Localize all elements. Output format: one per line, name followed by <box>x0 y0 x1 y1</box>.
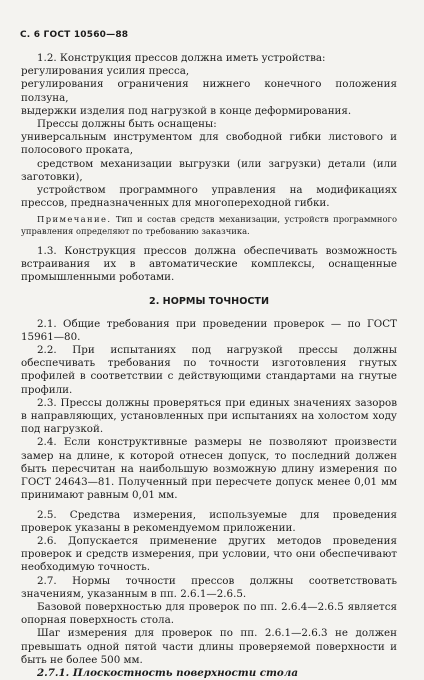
item-regulation-limit: регулирования ограничения нижнего конечного положения ползуна, <box>21 78 397 104</box>
clause-2-3: 2.3. Прессы должны проверяться при единых значениях зазоров в направляющих, установленных при испытаниях на холостом ходу под нагрузкой. <box>21 396 397 436</box>
base-surface: Базовой поверхностью для проверок по пп. 2.6.4—2.6.5 является опорная поверхность стола. <box>21 600 397 627</box>
clause-2-1: 2.1. Общие требования при проведении проверок — по ГОСТ 15961—80. <box>21 317 397 343</box>
clause-2-7-1: 2.7.1. Плоскостность поверхности стола <box>37 666 299 679</box>
clause-1-2: 1.2. Конструкция прессов должна иметь устройства: <box>37 52 326 64</box>
note-label: Примечание. <box>37 214 112 225</box>
note <box>21 214 397 236</box>
presses-equipped: Прессы должны быть оснащены: <box>37 118 217 131</box>
document-body <box>21 52 397 680</box>
clause-2-6: 2.6. Допускается применение других методов проведения проверок и средств измерения, при условии, что они обеспечивают необходимую точность. <box>21 534 397 574</box>
clause-2-2: 2.2. При испытаниях под нагрузкой прессы должны обеспечивать требования по точности изготовления гнутых профилей в соответствии с действующими стандартами на гнутые профили. <box>21 344 397 396</box>
clause-2-7: 2.7. Нормы точности прессов должны соответствовать значениям, указанным в пп. 2.6.1—2.6.5. <box>21 574 397 600</box>
section-title: 2. НОРМЫ ТОЧНОСТИ <box>149 296 269 308</box>
clause-1-3: 1.3. Конструкция прессов должна обеспечивать возможность встраивания их в автоматические комплексы, оснащенные промышленными роботами. <box>21 244 397 284</box>
note-text: Тип и состав средств механизации, устройств программного управления определяют по требованию заказчика. <box>21 214 397 236</box>
measurement-step: Шаг измерения для проверок по пп. 2.6.1—2.6.3 не должен превышать одной пятой части длины проверяемой поверхности и быть не более 500 мм. <box>21 627 397 666</box>
clause-2-4: 2.4. Если конструктивные размеры не позволяют произвести замер на длине, к которой отнесен допуск, то последний должен быть пересчитан на наибольшую возможную длину измерения по ГОСТ 24643—81. Полученный при пересчете допуск менее 0,01 мм принимают равным 0,01 мм. <box>21 436 397 502</box>
item-hold: выдержки изделия под нагрузкой в конце деформирования. <box>21 104 352 117</box>
page-header: С. 6 ГОСТ 10560—88 <box>20 30 129 40</box>
item-mechanization: средством механизации выгрузки (или загрузки) детали (или заготовки), <box>21 157 397 183</box>
item-regulation-force: регулирования усилия пресса, <box>21 65 190 78</box>
clause-2-5: 2.5. Средства измерения, используемые для проведения проверок указаны в рекомендуемом приложении. <box>21 508 397 534</box>
item-universal-tool: универсальным инструментом для свободной гибки листового и полосового проката, <box>21 131 397 157</box>
item-program-control: устройством программного управления на модификациях прессов, предназначенных для многопереходной гибки. <box>21 184 397 210</box>
